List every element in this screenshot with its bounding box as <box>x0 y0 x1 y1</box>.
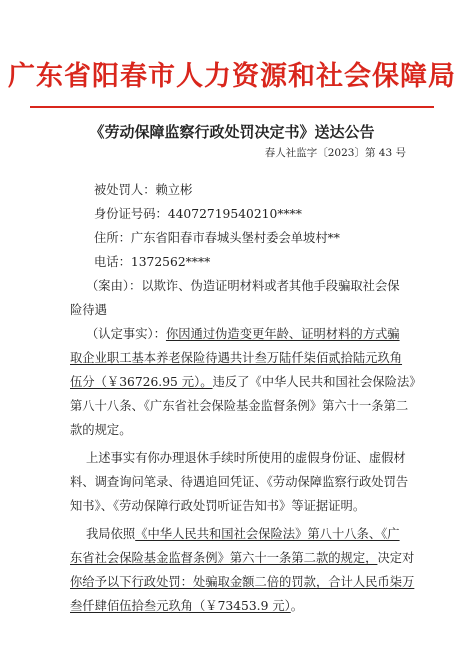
party-phone: 电话：1372562**** <box>94 255 211 269</box>
decision-line-3 <box>0 574 464 590</box>
facts-underlined-1: 你因通过伪造变更年龄、证明材料的方式骗 <box>165 327 400 341</box>
facts-rest-3: 违反了《中华人民共和国社会保险法》 <box>212 375 422 389</box>
case-line-2: 险待遇 <box>70 303 107 317</box>
decision-underlined-4: 叁仟肆佰伍拾叁元玖角（￥73453.9 元） <box>70 599 291 613</box>
evidence-line-3: 知书》、《劳动保障行政处罚听证告知书》等证据证明。 <box>70 499 366 513</box>
facts-label: （认定事实）： <box>86 327 166 341</box>
decision-underlined-1: 《中华人民共和国社会保险法》第八十八条、《广 <box>135 527 400 541</box>
facts-underlined-3: 伍分（￥36726.95 元）。 <box>70 375 213 389</box>
decision-line-4 <box>0 598 464 614</box>
facts-line-2 <box>0 350 464 366</box>
decision-underlined-2: 东省社会保险基金监督条例》第六十一条第二款的规定， <box>70 551 378 565</box>
facts-line-5: 款的规定。 <box>70 423 132 437</box>
evidence-line-2: 料、调查询问笔录、待遇追回凭证、《劳动保障监察行政处罚告 <box>70 475 409 489</box>
decision-rest-4: 。 <box>290 599 304 613</box>
party-id: 身份证号码：44072719540210**** <box>94 207 302 221</box>
decision-line-1 <box>0 526 464 542</box>
facts-line-1 <box>0 326 464 342</box>
facts-line-3 <box>0 374 464 390</box>
decision-prefix: 我局依照 <box>86 527 136 541</box>
evidence-line-1: 上述事实有你办理退休手续时所使用的虚假身份证、虚假材 <box>86 451 406 465</box>
decision-rest-2: 决定对 <box>377 551 415 565</box>
party-address: 住所：广东省阳春市春城头堡村委会单坡村** <box>94 231 340 245</box>
decision-underlined-3: 你给予以下行政处罚：处骗取金额二倍的罚款，合计人民币柒万 <box>70 575 415 589</box>
case-line-1: （案由）：以欺诈、伪造证明材料或者其他手段骗取社会保 <box>86 279 400 293</box>
doc-title: 《劳动保障监察行政处罚决定书》送达公告 <box>89 123 375 141</box>
decision-line-2 <box>0 550 464 566</box>
facts-line-4: 第八十八条、《广东省社会保险基金监督条例》第六十一条第二 <box>70 399 409 413</box>
facts-underlined-2: 取企业职工基本养老保险待遇共计叁万陆仟柒佰贰拾陆元玖角 <box>70 351 403 365</box>
party-name: 被处罚人：赖立彬 <box>94 183 193 197</box>
doc-number: 春人社监字〔2023〕第 43 号 <box>264 147 406 159</box>
red-divider <box>30 106 434 108</box>
org-title: 广东省阳春市人力资源和社会保障局 <box>8 61 456 92</box>
